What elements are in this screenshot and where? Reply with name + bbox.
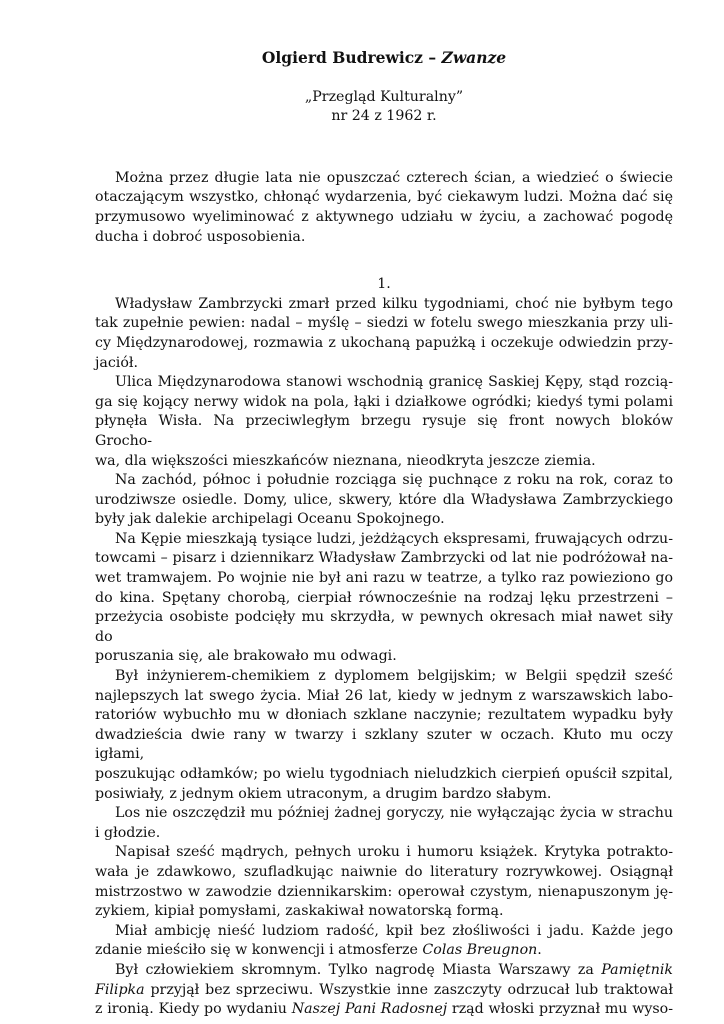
text-line: towcami – pisarz i dziennikarz Władysław Zambrzycki od lat nie podróżował na- <box>95 550 673 567</box>
text-line: Na zachód, północ i południe rozciąga się puchnące z roku na rok, coraz to <box>115 472 673 489</box>
author-name: Olgierd Budrewicz – <box>261 48 442 67</box>
text-line: posiwiały, z jednym okiem utraconym, a drugim bardzo słabym. <box>95 785 552 802</box>
text-line: mistrzostwo w zawodzie dziennikarskim: operował czystym, nienapuszonym ję- <box>95 883 673 900</box>
text-line: poszukując odłamków; po wielu tygodniach nieludzkich cierpień opuścił szpital, <box>95 766 673 782</box>
body-paragraph <box>95 922 673 961</box>
text-line: Napisał sześć mądrych, pełnych uroku i humoru książek. Krytyka potrakto- <box>115 844 673 861</box>
book-title: Colas Breugnon <box>422 942 538 959</box>
text-line: zykiem, kipiał pomysłami, zaskakiwał nowatorską formą. <box>95 903 504 920</box>
text-line: Ulica Międzynarodowa stanowi wschodnią granicę Saskiej Kępy, stąd rozcią- <box>115 374 673 391</box>
text-line: ga się kojący nerwy widok na pola, łąki i działkowe ogródki; kiedyś tymi polami <box>95 393 673 410</box>
intro-line: przymusowo wyeliminować z aktywnego udziału w życiu, a zachować pogodę <box>95 208 673 225</box>
body-paragraph <box>95 804 673 843</box>
intro-line: otaczającym wszystko, chłonąć wydarzenia, być ciekawym ludzi. Można dać się <box>95 189 673 206</box>
text-line: wa, dla większości mieszkańców nieznana, nieodkryta jeszcze ziemia. <box>95 452 596 469</box>
source-periodical: „Przegląd Kulturalny” <box>304 88 464 105</box>
text-line: ratoriów wybuchło mu w dłoniach szklane naczynie; rezultatem wypadku były <box>95 707 673 724</box>
source-citation <box>95 88 673 127</box>
text-line: były jak dalekie archipelagi Oceanu Spokojnego. <box>95 511 445 528</box>
body-text <box>95 295 673 1020</box>
document-title <box>95 48 673 68</box>
source-issue: nr 24 z 1962 r. <box>331 108 437 125</box>
text-line: najlepszych lat swego życia. Miał 26 lat, kiedy w jednym z warszawskich labo- <box>95 687 673 704</box>
text-line: Miał ambicję nieść ludziom radość, kpił bez złośliwości i jadu. Każde jego <box>115 922 673 939</box>
intro-paragraph <box>95 169 673 247</box>
document-page <box>95 48 673 1020</box>
body-paragraph <box>95 843 673 921</box>
body-paragraph <box>95 961 673 1020</box>
text-line: Filipka przyjął bez sprzeciwu. Wszystkie inne zaszczyty odrzucał lub traktował <box>95 981 673 998</box>
text-line: Los nie oszczędził mu później żadnej goryczy, nie wyłączając życia w strachu <box>115 805 673 822</box>
text-line: i głodzie. <box>95 824 161 841</box>
book-title: Naszej Pani Radosnej <box>291 1001 448 1018</box>
intro-line: Można przez długie lata nie opuszczać czterech ścian, a wiedzieć o świecie <box>115 169 673 186</box>
text-line: wała je zdawkowo, szufladkując naiwnie do literatury rozrywkowej. Osiągnął <box>95 863 673 880</box>
text-line: dwadzieścia dwie rany w twarzy i szklany szuter w oczach. Kłuto mu oczy igłami, <box>95 726 673 763</box>
text-line: zdanie mieściło się w konwencji i atmosferze Colas Breugnon. <box>95 942 542 959</box>
text-line: do kina. Spętany chorobą, cierpiał równocześnie na rodzaj lęku przestrzeni – <box>95 589 673 606</box>
text-line: Był człowiekiem skromnym. Tylko nagrodę Miasta Warszawy za Pamiętnik <box>115 961 673 978</box>
text-line: Władysław Zambrzycki zmarł przed kilku tygodniami, choć nie byłbym tego <box>115 295 673 312</box>
body-paragraph <box>95 530 673 667</box>
text-line: Na Kępie mieszkają tysiące ludzi, jeżdżących ekspresami, fruwających odrzu- <box>115 530 673 547</box>
text-line: urodziwsze osiedle. Domy, ulice, skwery, które dla Władysława Zambrzyckiego <box>95 491 673 508</box>
book-title: Pamiętnik <box>601 961 673 978</box>
book-title: Filipka <box>95 981 145 998</box>
text-line: Był inżynierem-chemikiem z dyplomem belgijskim; w Belgii spędził sześć <box>115 668 673 685</box>
work-title: Zwanze <box>441 48 507 67</box>
body-paragraph <box>95 295 673 373</box>
text-line: tak zupełnie pewien: nadal – myślę – siedzi w fotelu swego mieszkania przy uli- <box>95 315 673 332</box>
text-line: przeżycia osobiste podcięły mu skrzydła, w pewnych okresach miał nawet siły do <box>95 609 673 645</box>
text-line: wet tramwajem. Po wojnie nie był ani razu w teatrze, a tylko raz powieziono go <box>95 570 673 587</box>
text-line: płynęła Wisła. Na przeciwległym brzegu rysuje się front nowych bloków Grocho- <box>95 413 673 449</box>
text-line: jaciół. <box>95 354 138 371</box>
intro-line: ducha i dobroć usposobienia. <box>95 228 306 245</box>
body-paragraph <box>95 471 673 530</box>
section-number: 1. <box>377 276 391 293</box>
text-line: poruszania się, ale brakowało mu odwagi. <box>95 648 397 665</box>
text-line: z ironią. Kiedy po wydaniu Naszej Pani Radosnej rząd włoski przyznał mu wyso- <box>95 1001 674 1018</box>
body-paragraph <box>95 373 673 471</box>
text-line: cy Międzynarodowej, rozmawia z ukochaną papużką i oczekuje odwiedzin przy- <box>95 334 673 351</box>
body-paragraph <box>95 667 673 804</box>
